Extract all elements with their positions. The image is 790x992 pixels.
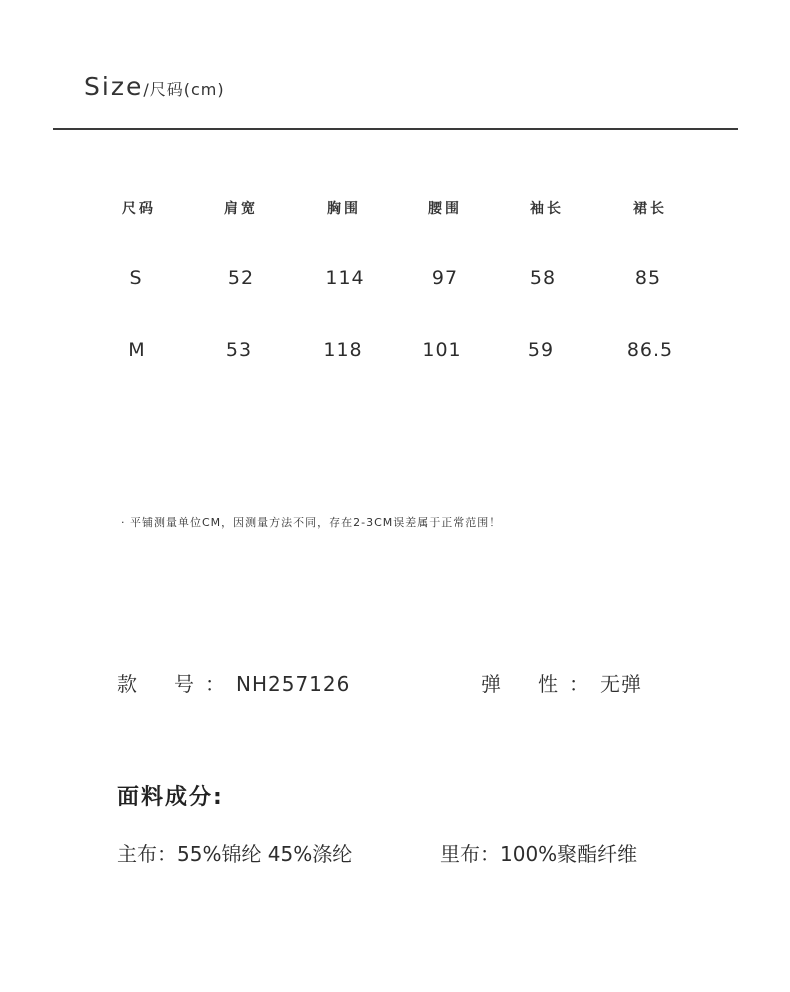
table-header-chest: 胸围: [327, 201, 361, 217]
elasticity-colon: ：: [569, 672, 590, 696]
size-title-main: Size: [84, 72, 144, 101]
style-number-colon: ：: [205, 672, 226, 696]
elasticity-label-1: 弹: [481, 672, 502, 696]
table-cell: 101: [422, 339, 462, 361]
style-number: [117, 668, 350, 697]
title-divider: [53, 128, 738, 130]
table-header-waist: 腰围: [428, 201, 462, 217]
size-title-sub: /尺码(cm): [143, 80, 225, 99]
table-cell: S: [129, 267, 143, 289]
table-cell: 58: [529, 267, 557, 289]
fabric-composition-title: 面料成分:: [117, 785, 224, 810]
table-cell: 53: [225, 339, 253, 361]
style-number-value: NH257126: [236, 672, 351, 696]
elasticity: [481, 668, 642, 697]
table-cell: 97: [431, 267, 459, 289]
table-cell: 114: [325, 267, 365, 289]
table-header-sleeve: 袖长: [530, 201, 564, 217]
style-number-label-1: 款: [117, 672, 138, 696]
elasticity-value: 无弹: [600, 672, 642, 696]
table-cell: 85: [634, 267, 662, 289]
table-cell: 52: [227, 267, 255, 289]
table-header-size: 尺码: [122, 201, 156, 217]
table-cell: M: [128, 339, 146, 361]
table-cell: 118: [323, 339, 363, 361]
table-header-skirt-length: 裙长: [633, 201, 667, 217]
size-title: [84, 72, 225, 101]
elasticity-label-2: 性: [538, 672, 559, 696]
table-cell: 86.5: [626, 339, 674, 361]
table-header-shoulder: 肩宽: [224, 201, 258, 217]
lining-fabric: 里布：100%聚酯纤维: [440, 842, 638, 866]
measurement-note: · 平铺测量单位CM，因测量方法不同，存在2-3CM误差属于正常范围！: [121, 516, 502, 529]
style-number-label-2: 号: [174, 672, 195, 696]
table-cell: 59: [527, 339, 555, 361]
main-fabric: 主布：55%锦纶 45%涤纶: [117, 842, 353, 866]
